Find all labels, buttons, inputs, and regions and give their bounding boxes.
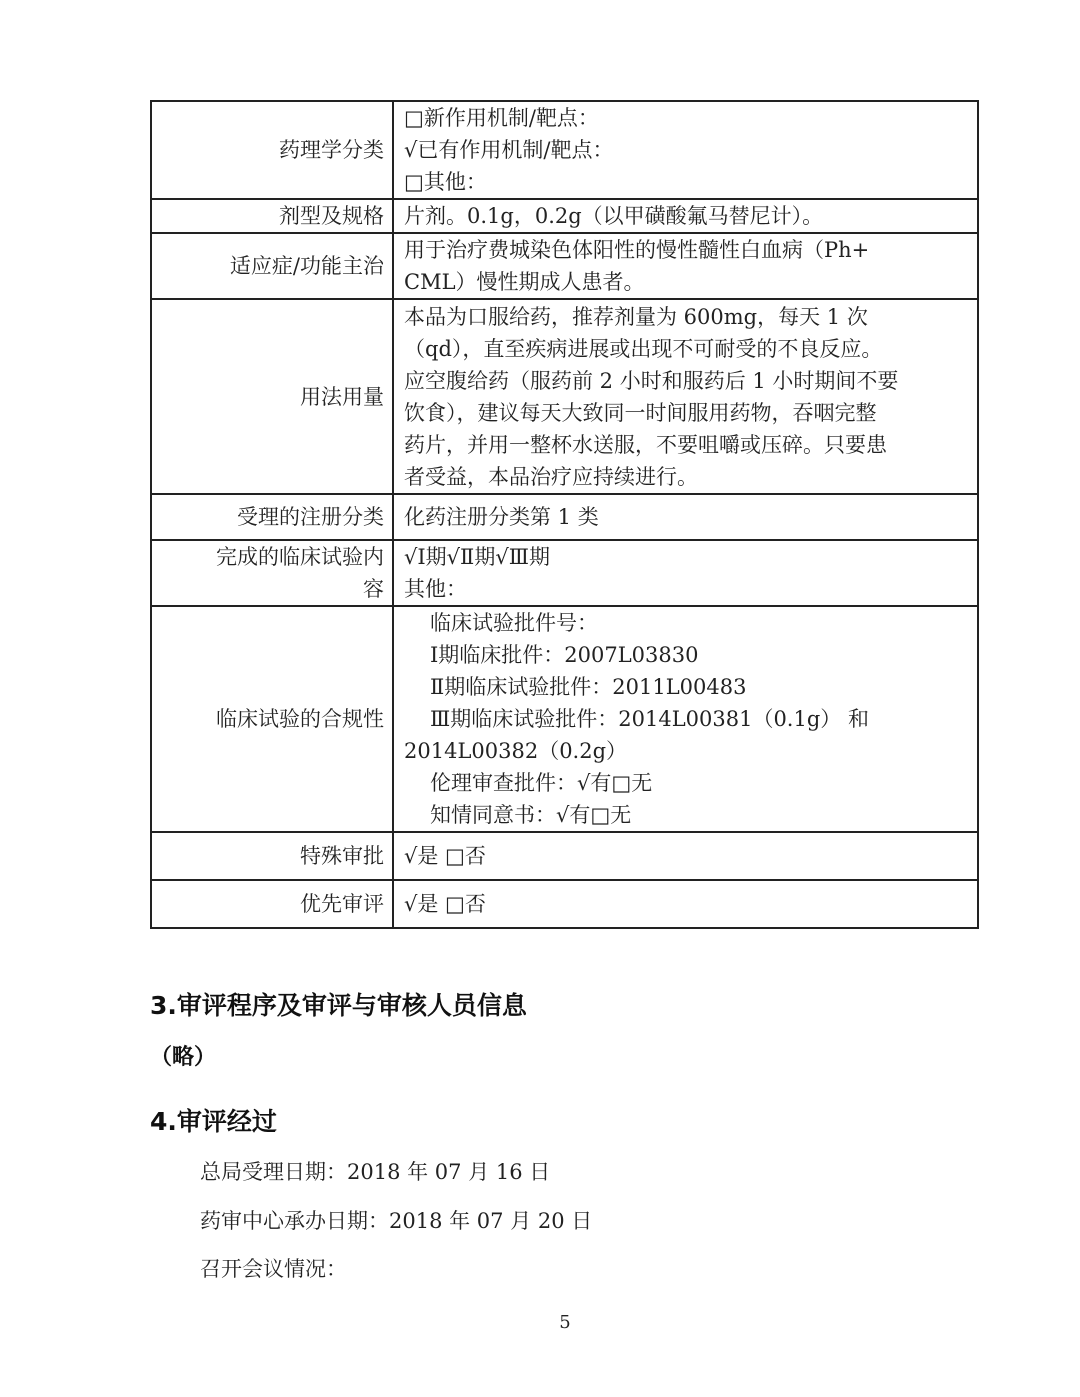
- pharmacology-option-other: □其他：: [404, 170, 487, 194]
- value-special-approval: √是 □否: [393, 832, 978, 880]
- usage-line: 饮食），建议每天大致同一时间服用药物，吞咽完整: [404, 400, 877, 425]
- pharmacology-option-new: □新作用机制/靶点：: [404, 106, 599, 130]
- acceptance-date: 总局受理日期：2018 年 07 月 16 日: [200, 1160, 551, 1184]
- value-pharmacology: [393, 101, 978, 199]
- value-dosage-form: 片剂。0.1g，0.2g（以甲磺酸氟马替尼计）。: [393, 199, 978, 233]
- label-clinical-content: [151, 540, 393, 606]
- compliance-line: Ⅲ期临床试验批件：2014L00381（0.1g） 和: [430, 707, 869, 731]
- row-compliance: [151, 606, 978, 832]
- label-indication: 适应症/功能主治: [151, 233, 393, 299]
- compliance-line: 知情同意书：√有□无: [430, 803, 632, 827]
- section-4-heading: 4.审评经过: [150, 1107, 277, 1136]
- indication-line: 用于治疗费城染色体阳性的慢性髓性白血病（Ph+: [404, 238, 870, 262]
- row-priority-review: [151, 880, 978, 928]
- usage-line: 本品为口服给药，推荐剂量为 600mg，每天 1 次: [404, 304, 868, 329]
- label-line: 容: [363, 577, 384, 601]
- compliance-line: 伦理审查批件：√有□无: [430, 771, 653, 795]
- row-clinical-content: [151, 540, 978, 606]
- usage-line: 药片，并用一整杯水送服，不要咀嚼或压碎。只要患: [404, 432, 887, 457]
- label-pharmacology: 药理学分类: [151, 101, 393, 199]
- compliance-line: Ⅱ期临床试验批件：2011L00483: [430, 675, 747, 699]
- row-special-approval: [151, 832, 978, 880]
- usage-line: 者受益，本品治疗应持续进行。: [404, 464, 698, 489]
- value-usage: [393, 299, 978, 494]
- label-line: 完成的临床试验内: [216, 545, 384, 569]
- indication-line: CML）慢性期成人患者。: [404, 270, 645, 294]
- value-registration: 化药注册分类第 1 类: [393, 494, 978, 540]
- label-compliance: 临床试验的合规性: [151, 606, 393, 832]
- value-priority-review: √是 □否: [393, 880, 978, 928]
- compliance-line: 2014L00382（0.2g）: [404, 739, 628, 763]
- row-indication: [151, 233, 978, 299]
- label-dosage-form: 剂型及规格: [151, 199, 393, 233]
- usage-line: （qd），直至疾病进展或出现不可耐受的不良反应。: [404, 336, 883, 361]
- usage-line: 应空腹给药（服药前 2 小时和服药后 1 小时期间不要: [404, 368, 899, 393]
- row-usage: [151, 299, 978, 494]
- value-indication: [393, 233, 978, 299]
- label-usage: 用法用量: [151, 299, 393, 494]
- clinical-other: 其他：: [404, 577, 467, 601]
- label-registration: 受理的注册分类: [151, 494, 393, 540]
- section-3-note: （略）: [150, 1045, 217, 1070]
- label-priority-review: 优先审评: [151, 880, 393, 928]
- value-clinical-content: [393, 540, 978, 606]
- compliance-line: 临床试验批件号：: [430, 611, 598, 635]
- row-pharmacology: [151, 101, 978, 199]
- label-special-approval: 特殊审批: [151, 832, 393, 880]
- pharmacology-option-existing: √已有作用机制/靶点：: [404, 138, 614, 162]
- meeting-status: 召开会议情况：: [200, 1257, 347, 1281]
- center-undertake-date: 药审中心承办日期：2018 年 07 月 20 日: [200, 1209, 593, 1233]
- row-registration: [151, 494, 978, 540]
- clinical-phases: √Ⅰ期√Ⅱ期√Ⅲ期: [404, 545, 550, 569]
- drug-info-table: [150, 100, 979, 929]
- section-3-heading: 3.审评程序及审评与审核人员信息: [150, 991, 527, 1020]
- row-dosage-form: [151, 199, 978, 233]
- compliance-line: Ⅰ期临床批件：2007L03830: [430, 643, 699, 667]
- value-compliance: [393, 606, 978, 832]
- page-number: 5: [559, 1312, 571, 1333]
